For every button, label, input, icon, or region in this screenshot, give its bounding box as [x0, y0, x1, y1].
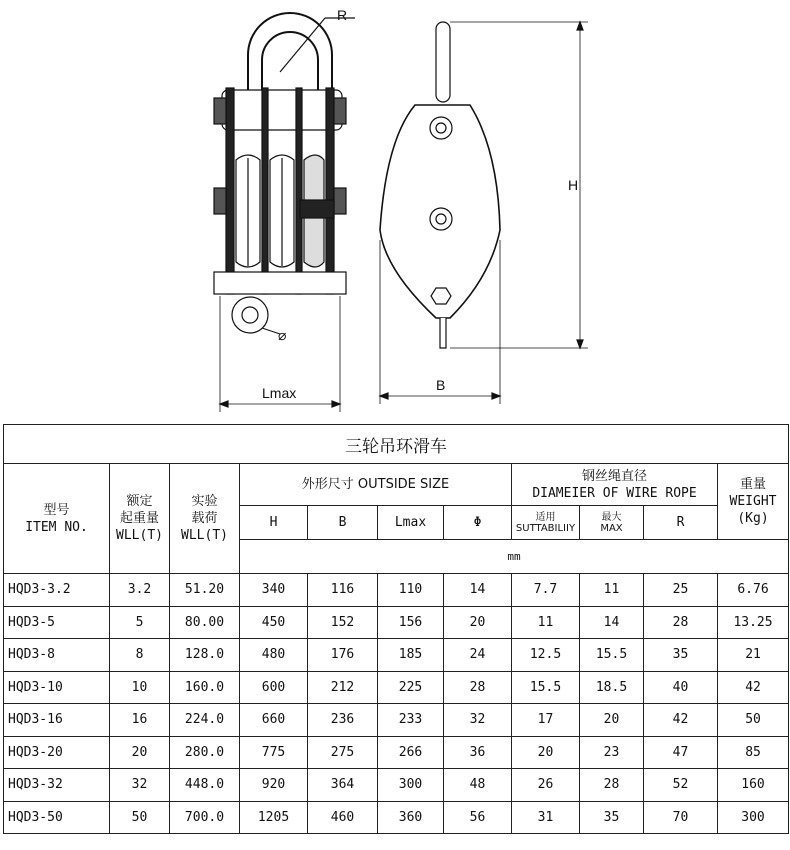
- table-cell: 20: [110, 736, 170, 769]
- table-cell: 40: [644, 671, 718, 704]
- table-cell: 110: [378, 574, 444, 607]
- table-cell: 212: [308, 671, 378, 704]
- cell-item-no: HQD3-16: [4, 704, 110, 737]
- header-test-cn2: 载荷: [191, 511, 218, 526]
- cell-item-no: HQD3-50: [4, 801, 110, 834]
- table-cell: 48: [444, 769, 512, 802]
- table-row: [4, 704, 789, 737]
- table-row: [4, 606, 789, 639]
- table-cell: 50: [718, 704, 789, 737]
- table-cell: 300: [378, 769, 444, 802]
- table-cell: 266: [378, 736, 444, 769]
- table-cell: 50: [110, 801, 170, 834]
- header-wll-cn2: 起重量: [119, 511, 159, 526]
- table-cell: 10: [110, 671, 170, 704]
- table-title: 三轮吊环滑车: [4, 425, 789, 464]
- table-cell: 448.0: [170, 769, 240, 802]
- table-cell: 16: [110, 704, 170, 737]
- table-cell: 340: [240, 574, 308, 607]
- table-cell: 36: [444, 736, 512, 769]
- table-cell: 224.0: [170, 704, 240, 737]
- table-cell: 920: [240, 769, 308, 802]
- table-cell: 8: [110, 639, 170, 672]
- table-cell: 26: [512, 769, 580, 802]
- table-cell: 32: [110, 769, 170, 802]
- header-r: R: [644, 506, 718, 540]
- header-max-en: MAX: [600, 522, 623, 534]
- header-unit-mm: mm: [240, 540, 789, 574]
- table-row: [4, 801, 789, 834]
- table-cell: 450: [240, 606, 308, 639]
- table-cell: 225: [378, 671, 444, 704]
- header-weight-unit: (Kg): [737, 511, 769, 526]
- table-cell: 13.25: [718, 606, 789, 639]
- table-cell: 56: [444, 801, 512, 834]
- header-weight-cn: 重量: [740, 477, 767, 492]
- header-lmax: Lmax: [378, 506, 444, 540]
- table-cell: 11: [580, 574, 644, 607]
- header-test-load: [170, 464, 240, 574]
- table-cell: 28: [644, 606, 718, 639]
- table-cell: 3.2: [110, 574, 170, 607]
- table-cell: 11: [512, 606, 580, 639]
- header-item-cn: 型号: [43, 502, 70, 518]
- table-cell: 128.0: [170, 639, 240, 672]
- table-cell: 152: [308, 606, 378, 639]
- table-cell: 70: [644, 801, 718, 834]
- table-row: [4, 769, 789, 802]
- cell-item-no: HQD3-32: [4, 769, 110, 802]
- table-cell: 14: [580, 606, 644, 639]
- table-cell: 35: [644, 639, 718, 672]
- table-row: [4, 671, 789, 704]
- table-cell: 233: [378, 704, 444, 737]
- table-cell: 600: [240, 671, 308, 704]
- table-cell: 360: [378, 801, 444, 834]
- table-cell: 25: [644, 574, 718, 607]
- table-cell: 12.5: [512, 639, 580, 672]
- cell-item-no: HQD3-3.2: [4, 574, 110, 607]
- front-view: [380, 22, 588, 404]
- table-cell: 80.00: [170, 606, 240, 639]
- cell-item-no: HQD3-20: [4, 736, 110, 769]
- header-weight-en: WEIGHT: [729, 494, 777, 509]
- table-row: [4, 736, 789, 769]
- header-h: H: [240, 506, 308, 540]
- header-max: [580, 506, 644, 540]
- table-cell: 24: [444, 639, 512, 672]
- header-outside-size: 外形尺寸 OUTSIDE SIZE: [240, 464, 512, 506]
- table-row: [4, 574, 789, 607]
- table-cell: 18.5: [580, 671, 644, 704]
- table-cell: 51.20: [170, 574, 240, 607]
- cell-item-no: HQD3-8: [4, 639, 110, 672]
- table-cell: 700.0: [170, 801, 240, 834]
- table-row: [4, 639, 789, 672]
- header-wll: [110, 464, 170, 574]
- table-cell: 275: [308, 736, 378, 769]
- table-cell: 42: [718, 671, 789, 704]
- table-cell: 6.76: [718, 574, 789, 607]
- label-phi: ⌀: [278, 327, 287, 343]
- header-test-en: WLL(T): [181, 528, 228, 543]
- table-cell: 1205: [240, 801, 308, 834]
- table-cell: 28: [580, 769, 644, 802]
- table-cell: 236: [308, 704, 378, 737]
- header-wire-rope: [512, 464, 718, 506]
- table-cell: 280.0: [170, 736, 240, 769]
- table-cell: 32: [444, 704, 512, 737]
- table-cell: 52: [644, 769, 718, 802]
- table-cell: 185: [378, 639, 444, 672]
- label-b: B: [436, 377, 446, 393]
- header-suitability: [512, 506, 580, 540]
- table-cell: 156: [378, 606, 444, 639]
- label-lmax: Lmax: [262, 385, 297, 401]
- table-cell: 15.5: [512, 671, 580, 704]
- table-cell: 21: [718, 639, 789, 672]
- label-r: R: [337, 7, 348, 23]
- label-h: H: [568, 177, 579, 193]
- header-weight: [718, 464, 789, 540]
- table-cell: 42: [644, 704, 718, 737]
- table-cell: 116: [308, 574, 378, 607]
- table-cell: 15.5: [580, 639, 644, 672]
- table-cell: 160: [718, 769, 789, 802]
- side-view: [214, 13, 355, 412]
- cell-item-no: HQD3-10: [4, 671, 110, 704]
- table-cell: 5: [110, 606, 170, 639]
- table-cell: 160.0: [170, 671, 240, 704]
- pulley-block-drawing: [0, 0, 790, 420]
- table-cell: 47: [644, 736, 718, 769]
- header-b: B: [308, 506, 378, 540]
- table-cell: 17: [512, 704, 580, 737]
- header-wll-en: WLL(T): [116, 528, 163, 543]
- header-test-cn1: 实验: [191, 494, 218, 509]
- table-cell: 364: [308, 769, 378, 802]
- header-wll-cn1: 额定: [126, 494, 153, 509]
- header-max-cn: 最大: [601, 511, 622, 523]
- table-cell: 23: [580, 736, 644, 769]
- table-cell: 176: [308, 639, 378, 672]
- table-cell: 20: [580, 704, 644, 737]
- table-cell: 20: [444, 606, 512, 639]
- table-cell: 7.7: [512, 574, 580, 607]
- table-cell: 31: [512, 801, 580, 834]
- header-rope-cn: 钢丝绳直径: [581, 468, 647, 484]
- table-cell: 85: [718, 736, 789, 769]
- spec-table: [3, 424, 789, 834]
- header-rope-en: DIAMEIER OF WIRE ROPE: [532, 485, 697, 501]
- table-cell: 28: [444, 671, 512, 704]
- header-suit-en: SUTTABILIIY: [515, 522, 576, 534]
- header-phi: Φ: [444, 506, 512, 540]
- table-cell: 480: [240, 639, 308, 672]
- table-cell: 300: [718, 801, 789, 834]
- table-body: [4, 574, 789, 834]
- cell-item-no: HQD3-5: [4, 606, 110, 639]
- header-suit-cn: 适用: [535, 511, 556, 523]
- table-cell: 20: [512, 736, 580, 769]
- table-cell: 14: [444, 574, 512, 607]
- table-cell: 775: [240, 736, 308, 769]
- table-cell: 35: [580, 801, 644, 834]
- table-cell: 460: [308, 801, 378, 834]
- table-cell: 660: [240, 704, 308, 737]
- header-item-no: [4, 464, 110, 574]
- header-item-en: ITEM NO.: [25, 519, 88, 535]
